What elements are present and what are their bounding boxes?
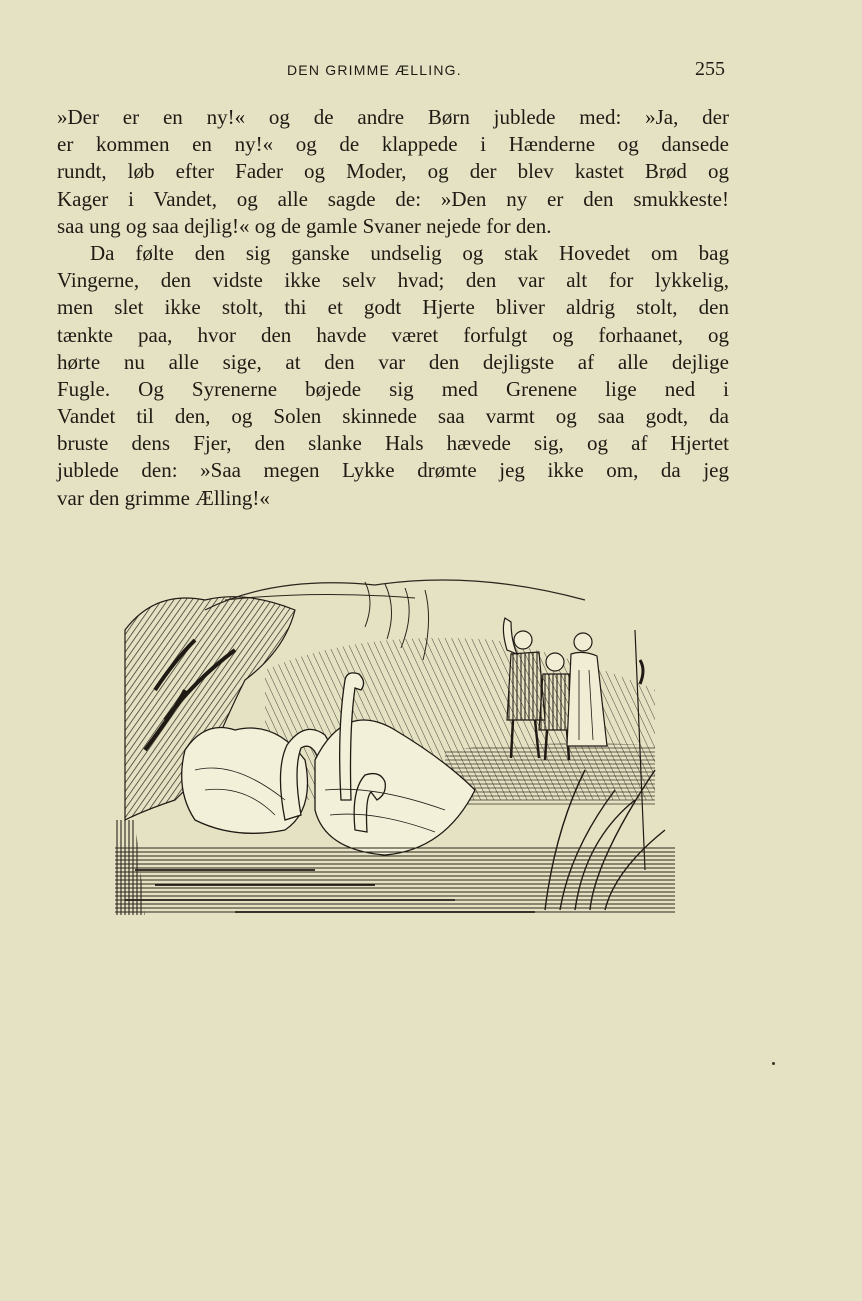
text-line: saa ung og saa dejlig!« og de gamle Svaner nejede for den.	[57, 213, 552, 238]
meadow	[445, 743, 655, 805]
text-line: rundt, løb efter Fader og Moder, og der blev kastet Brød og	[57, 159, 729, 184]
paragraph-1	[57, 104, 729, 240]
text-line: var den grimme Ælling!«	[57, 485, 270, 510]
margin-dot	[772, 1062, 775, 1065]
text-line: Vingerne, den vidste ikke selv hvad; den var alt for lykkelig,	[57, 268, 729, 293]
page-number: 255	[695, 58, 725, 80]
running-title: DEN GRIMME ÆLLING.	[287, 62, 462, 78]
body-text	[57, 104, 729, 512]
text-line: bruste dens Fjer, den slanke Hals hævede sig, og af Hjertet	[57, 431, 729, 456]
text-line: Fugle. Og Syrenerne bøjede sig med Grenene lige ned i	[57, 376, 729, 401]
page-header	[0, 58, 862, 86]
text-line: Kager i Vandet, og alle sagde de: »Den ny er den smukkeste!	[57, 186, 729, 211]
paragraph-2	[57, 240, 729, 512]
text-line: Vandet til den, og Solen skinnede saa varmt og saa godt, da	[57, 404, 729, 429]
water	[115, 845, 675, 915]
text-line: »Der er en ny!« og de andre Børn jublede med: »Ja, der	[57, 105, 729, 129]
text-line: er kommen en ny!« og de klappede i Hænderne og dansede	[57, 132, 729, 157]
text-line: hørte nu alle sige, at den var den dejligste af alle dejlige	[57, 349, 729, 374]
text-line: men slet ikke stolt, thi et godt Hjerte bliver aldrig stolt, den	[57, 295, 729, 320]
swans-engraving-illustration	[115, 570, 675, 920]
text-line: tænkte paa, hvor den havde været forfulgt og forhaanet, og	[57, 322, 729, 347]
text-line: Da følte den sig ganske undselig og stak Hovedet om bag	[90, 240, 729, 265]
text-line: jublede den: »Saa megen Lykke drømte jeg ikke om, da jeg	[57, 458, 729, 483]
